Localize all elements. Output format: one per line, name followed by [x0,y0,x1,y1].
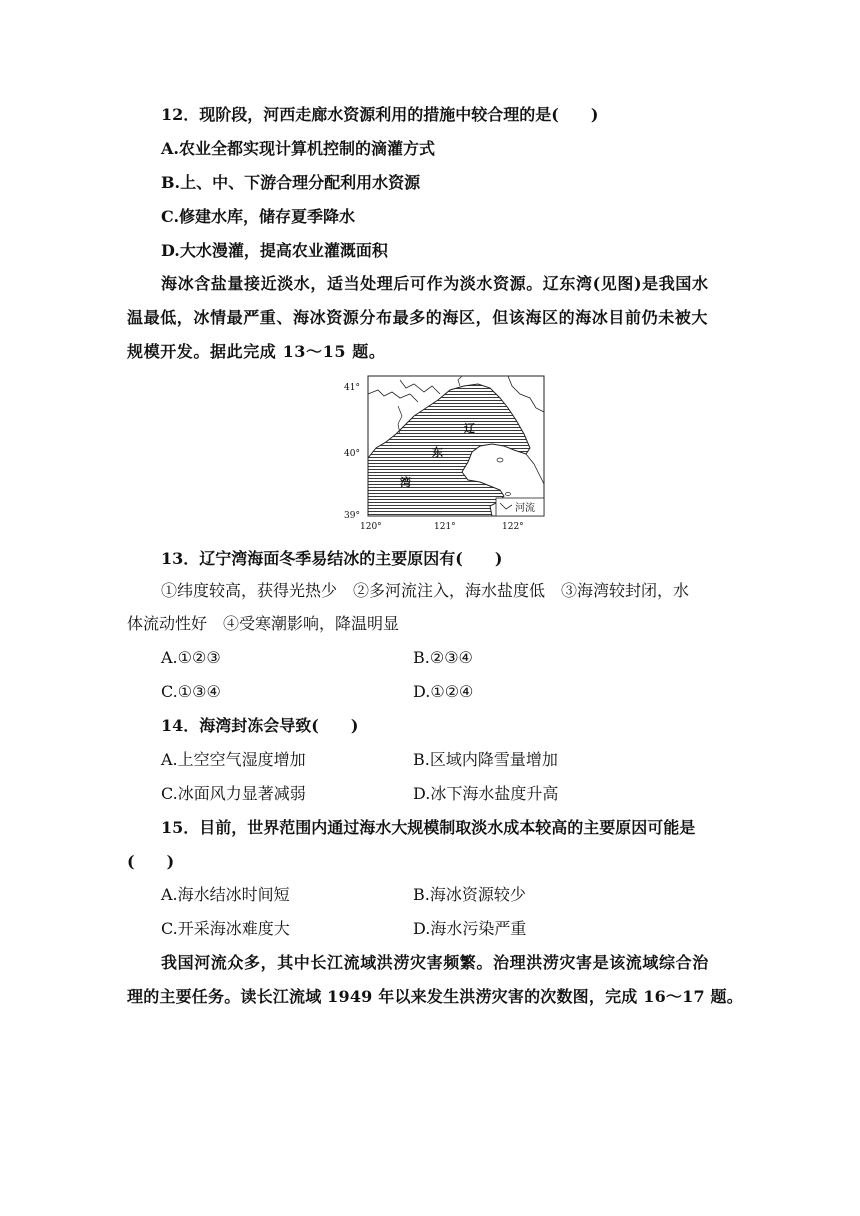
island [506,492,511,495]
question-15-option-a: A.海水结冰时间短 [161,885,290,904]
sea-label-3: 湾 [400,476,411,489]
question-13-option-c: C.①③④ [161,682,221,701]
question-15-stem-line-1: 15．目前，世界范围内通过海水大规模制取淡水成本较高的主要原因可能是 [161,818,696,837]
question-14-option-a: A.上空空气湿度增加 [161,750,306,769]
passage2-line-2: 理的主要任务。读长江流域 1949 年以来发生洪涝灾害的次数图，完成 16～17 题。 [127,987,743,1006]
lon-label-122: 122° [502,522,524,532]
liaodong-bay-map [340,372,550,532]
lon-label-121: 121° [434,522,456,532]
question-14-option-b: B.区域内降雪量增加 [413,750,558,769]
question-13-option-a: A.①②③ [161,648,221,667]
lon-label-120: 120° [360,522,382,532]
question-13-statements-line-2: 体流动性好 ④受寒潮影响，降温明显 [127,614,400,633]
question-12-stem: 12．现阶段，河西走廊水资源利用的措施中较合理的是( ) [161,105,599,124]
sea-label-1: 辽 [464,422,475,435]
question-12-option-a: A.农业全都实现计算机控制的滴灌方式 [161,139,435,158]
question-14-stem: 14．海湾封冻会导致( ) [161,716,359,735]
passage2-line-1: 我国河流众多，其中长江流域洪涝灾害频繁。治理洪涝灾害是该流域综合治 [161,953,709,972]
question-13-option-d: D.①②④ [413,682,474,701]
lat-label-39: 39° [344,511,360,521]
question-14-option-c: C.冰面风力显著减弱 [161,784,306,803]
passage-line-3: 规模开发。据此完成 13～15 题。 [127,342,386,361]
question-15-option-d: D.海水污染严重 [413,919,527,938]
question-12-option-d: D.大水漫灌，提高农业灌溉面积 [161,241,388,260]
question-15-option-b: B.海冰资源较少 [413,885,526,904]
passage-line-2: 温最低，冰情最严重、海冰资源分布最多的海区，但该海区的海冰目前仍未被大 [127,308,709,327]
question-13-option-b: B.②③④ [413,648,473,667]
question-13-stem: 13．辽宁湾海面冬季易结冰的主要原因有( ) [161,549,503,568]
question-12-option-b: B.上、中、下游合理分配利用水资源 [161,173,421,192]
question-15-stem-line-2: ( ) [127,852,175,871]
sea-label-2: 东 [432,446,443,459]
lat-label-40: 40° [344,449,360,459]
question-13-statements-line-1: ①纬度较高，获得光热少 ②多河流注入，海水盐度低 ③海湾较封闭，水 [161,581,690,600]
question-14-option-d: D.冰下海水盐度升高 [413,784,559,803]
question-15-option-c: C.开采海冰难度大 [161,919,290,938]
island [497,458,503,462]
legend-label: 河流 [515,503,535,514]
question-12-option-c: C.修建水库，储存夏季降水 [161,207,356,226]
lat-label-41: 41° [344,383,360,393]
passage-line-1: 海冰含盐量接近淡水，适当处理后可作为淡水资源。辽东湾(见图)是我国水 [161,274,709,293]
